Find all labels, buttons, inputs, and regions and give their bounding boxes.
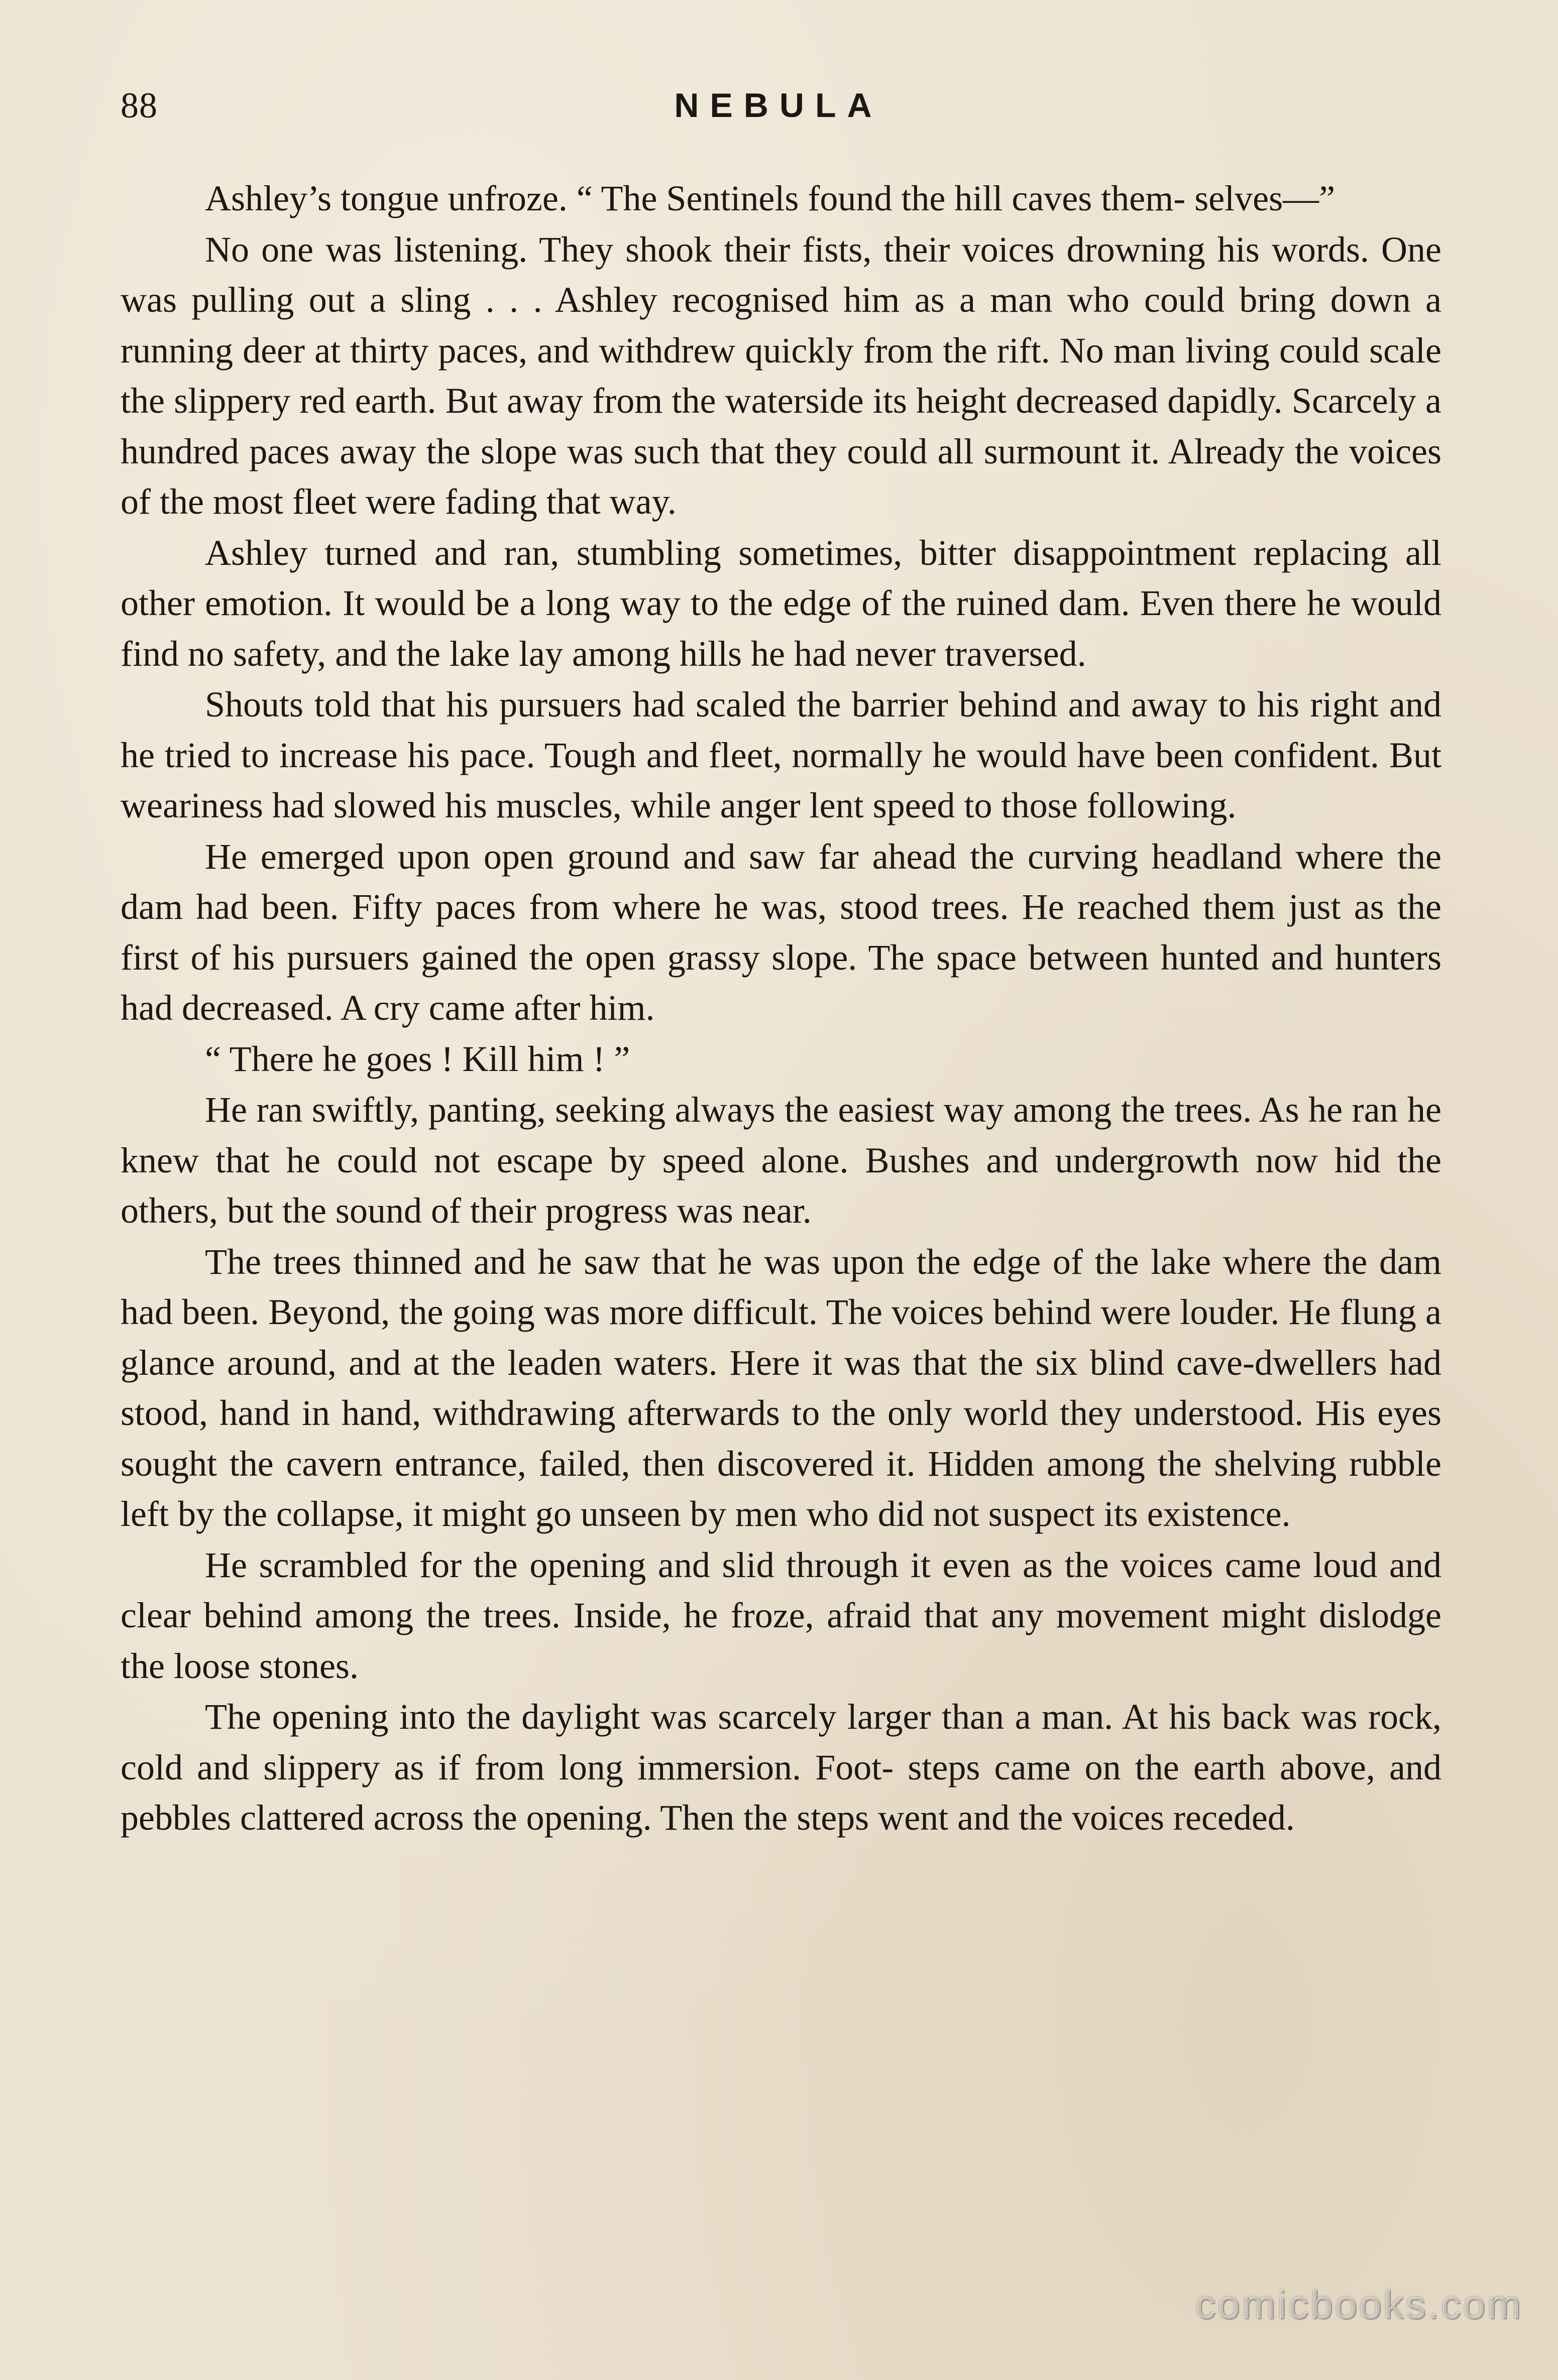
running-head-title: NEBULA bbox=[674, 86, 883, 125]
watermark: comicbooks.com bbox=[1195, 2282, 1523, 2327]
paragraph: The opening into the daylight was scarcely larger than a man. At his back was rock, cold and slippery as if from long immersion. Foot- steps came on the earth above, and pebbles clattered across the opening. Then the steps went and the voices receded. bbox=[121, 1697, 1441, 1838]
paragraph: Shouts told that his pursuers had scaled the barrier behind and away to his right and he tried to increase his pace. Tough and fleet, normally he would have been confident. But weariness had slowed his muscles, while anger lent speed to those following. bbox=[121, 684, 1441, 825]
paragraph: Ashley’s tongue unfroze. “ The Sentinels found the hill caves them- selves—” bbox=[205, 178, 1336, 218]
page-number: 88 bbox=[121, 85, 158, 126]
body-text bbox=[121, 173, 1441, 1844]
paragraph: He ran swiftly, panting, seeking always the easiest way among the trees. As he ran he knew that he could not escape by speed alone. Bushes and undergrowth now hid the others, but the sound of their progress was near. bbox=[121, 1090, 1441, 1231]
paragraph: No one was listening. They shook their fists, their voices drowning his words. One was pulling out a sling . . . Ashley recognised him as a man who could bring down a running deer at thirty paces, and withdrew quickly from the rift. No man living could scale the slippery red earth. But away from the waterside its height decreased dapidly. Scarcely a hundred paces away the slope was such that they could all surmount it. Already the voices of the most fleet were fading that way. bbox=[121, 229, 1441, 522]
paragraph: Ashley turned and ran, stumbling sometimes, bitter disappointment replacing all other emotion. It would be a long way to the edge of the ruined dam. Even there he would find no safety, and the lake lay among hills he had never traversed. bbox=[121, 532, 1441, 674]
paragraph: “ There he goes ! Kill him ! ” bbox=[205, 1038, 630, 1079]
paragraph: He scrambled for the opening and slid through it even as the voices came loud and clear behind among the trees. Inside, he froze, afraid that any movement might dislodge the loose stones. bbox=[121, 1544, 1441, 1686]
page-header bbox=[121, 80, 1436, 131]
paragraph: He emerged upon open ground and saw far ahead the curving headland where the dam had been. Fifty paces from where he was, stood trees. He reached them just as the first of his pursuers gained the open grassy slope. The space between hunted and hunters had decreased. A cry came after him. bbox=[121, 836, 1441, 1028]
paragraph: The trees thinned and he saw that he was upon the edge of the lake where the dam had been. Beyond, the going was more difficult. The voices behind were louder. He flung a glance around, and at the leaden waters. Here it was that the six blind cave-dwellers had stood, hand in hand, withdrawing afterwards to the only world they understood. His eyes sought the cavern entrance, failed, then discovered it. Hidden among the shelving rubble left by the collapse, it might go unseen by men who did not suspect its existence. bbox=[121, 1241, 1441, 1534]
